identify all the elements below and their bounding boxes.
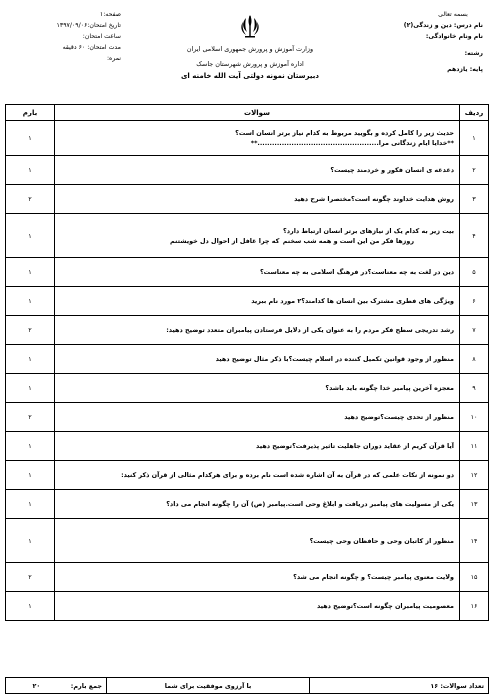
exam-date: تاریخ امتحان:۱۳۹۷/۰۹/۰۶ (56, 22, 121, 29)
total-score (6, 678, 107, 694)
question-row (6, 563, 489, 592)
col-header-questions: سوالات (55, 105, 460, 121)
grade-label: پایه: یازدهم (447, 66, 483, 73)
question-score: ۲ (6, 563, 55, 592)
table-header-row (6, 105, 489, 121)
question-score: ۱ (6, 214, 55, 258)
question-row (6, 592, 489, 621)
question-cell (55, 214, 460, 258)
question-text: روش هدایت خداوند چگونه است؟مختصرا شرح دهید (294, 195, 454, 203)
question-score: ۱ (6, 519, 55, 563)
question-cell (55, 461, 460, 490)
exam-footer (5, 677, 489, 694)
question-cell (55, 287, 460, 316)
question-score: ۲ (6, 316, 55, 345)
question-text: دو نمونه از نکات علمی که در قرآن به آن اشاره شده است نام برده و برای هرکدام مثالی از قرآن ذکر کنید: (121, 471, 454, 479)
question-text: یکی از مسولیت های پیامبر دریافت و ابلاغ وحی است.پیامبر (ص) آن را چگونه انجام می داد؟ (166, 500, 454, 508)
basmala: بسمه تعالی (438, 11, 468, 18)
exam-header (5, 5, 489, 102)
question-row (6, 345, 489, 374)
question-score: ۱ (6, 156, 55, 185)
question-text: رشد تدریجی سطح فکر مردم را به عنوان یکی از دلایل فرستادن پیامبران متعدد توضیح دهید: (166, 326, 454, 334)
exam-time: ساعت امتحان: (82, 33, 121, 40)
question-row (6, 185, 489, 214)
question-score: ۲ (6, 403, 55, 432)
question-row (6, 403, 489, 432)
questions-table (5, 104, 489, 621)
subject-label: نام درس: دین و زندگی(۲) (403, 22, 483, 29)
question-text: ولایت معنوی پیامبر چیست؟ و چگونه انجام می شد؟ (293, 573, 454, 581)
question-cell (55, 403, 460, 432)
question-row (6, 316, 489, 345)
question-row (6, 287, 489, 316)
question-text: معصومیت پیامبران چگونه است؟توضیح دهید (316, 602, 454, 610)
question-cell (55, 258, 460, 287)
question-score: ۱ (6, 374, 55, 403)
question-cell (55, 490, 460, 519)
col-header-num: ردیف (460, 105, 489, 121)
page-number: صفحه:۱ (99, 11, 121, 18)
question-number: ۱۲ (460, 461, 489, 490)
question-text: منظور از تحدی چیست؟توضیح دهید (344, 413, 454, 421)
question-number: ۸ (460, 345, 489, 374)
question-number: ۱۳ (460, 490, 489, 519)
question-number: ۷ (460, 316, 489, 345)
question-number: ۴ (460, 214, 489, 258)
good-luck-message: با آرزوی موفقیت برای شما (107, 678, 310, 694)
question-number: ۹ (460, 374, 489, 403)
question-row (6, 432, 489, 461)
question-fill-in: **خدایا ایام زندگانی مرا..................................................** (250, 139, 454, 147)
header-student-info (333, 9, 483, 75)
question-text: منظور از وجود قوانین تکمیل کننده در اسلام چیست؟با ذکر مثال توضیح دهید (215, 355, 454, 363)
question-cell (55, 185, 460, 214)
poem-hemistich: روزها فکر من این است و همه شب سخنم (282, 236, 414, 245)
department-name: اداره آموزش و پرورش شهرستان جاسک (196, 60, 304, 68)
question-cell (55, 519, 460, 563)
question-text: دغدغه ی انسان فکور و خردمند چیست؟ (330, 166, 454, 174)
field-label: رشته: (464, 50, 483, 57)
question-cell (55, 374, 460, 403)
question-number: ۳ (460, 185, 489, 214)
question-score: ۱ (6, 345, 55, 374)
question-text: آیا قرآن کریم از عقاید دوران جاهلیت تاثیر پذیرفت؟توضیح دهید (256, 442, 454, 450)
header-center (155, 13, 345, 82)
question-count: تعداد سوالات: ۱۶ (310, 678, 489, 694)
question-cell (55, 345, 460, 374)
question-row (6, 519, 489, 563)
question-number: ۵ (460, 258, 489, 287)
iran-emblem-icon (239, 13, 261, 39)
question-number: ۲ (460, 156, 489, 185)
question-cell (55, 121, 460, 156)
question-score: ۱ (6, 461, 55, 490)
question-cell (55, 563, 460, 592)
student-name-label: نام ونام خانوادگی: (425, 33, 483, 40)
score-label: نمره: (106, 55, 121, 62)
total-score-label: جمع بارم: (70, 681, 102, 690)
question-cell (55, 316, 460, 345)
question-text: بیت زیر به کدام یک از نیازهای برتر انسان ارتباط دارد؟ (283, 226, 454, 235)
total-score-value: ۲۰ (32, 681, 41, 690)
question-row (6, 214, 489, 258)
question-row (6, 258, 489, 287)
question-text: دین در لغت به چه معناست؟در فرهنگ اسلامی به چه معناست؟ (259, 268, 454, 276)
poem-hemistich: که چرا غافل از احوال دل خویشتنم (170, 236, 280, 245)
question-cell (55, 156, 460, 185)
question-row (6, 374, 489, 403)
ministry-name: وزارت آموزش و پرورش جمهوری اسلامی ایران (186, 45, 314, 53)
question-score: ۲ (6, 185, 55, 214)
question-score: ۱ (6, 121, 55, 156)
question-cell (55, 432, 460, 461)
question-row (6, 490, 489, 519)
question-number: ۱۵ (460, 563, 489, 592)
question-score: ۱ (6, 258, 55, 287)
question-cell (55, 592, 460, 621)
question-score: ۱ (6, 432, 55, 461)
question-text: معجزه آخرین پیامبر خدا چگونه باید باشد؟ (325, 384, 454, 392)
question-text: حدیث زیر را کامل کرده و بگویید مربوط به کدام نیاز برتر انسان است؟ (235, 129, 454, 137)
question-number: ۱۱ (460, 432, 489, 461)
question-number: ۱۰ (460, 403, 489, 432)
question-row (6, 121, 489, 156)
school-name: دبیرستان نمونه دولتی آیت الله خامنه ای (181, 72, 319, 80)
question-number: ۱ (460, 121, 489, 156)
question-number: ۱۴ (460, 519, 489, 563)
question-number: ۱۶ (460, 592, 489, 621)
question-score: ۱ (6, 592, 55, 621)
questions-body (6, 121, 489, 621)
exam-duration: مدت امتحان: ۶۰ دقیقه (62, 44, 121, 51)
question-row (6, 156, 489, 185)
question-score: ۱ (6, 287, 55, 316)
question-text: ویژگی های فطری مشترک بین انسان ها کدامند؟۲ مورد نام ببرید (251, 297, 454, 305)
col-header-score: بارم (6, 105, 55, 121)
question-score: ۱ (6, 490, 55, 519)
question-number: ۶ (460, 287, 489, 316)
question-text: منظور از کاتبان وحی و حافظان وحی چیست؟ (309, 536, 454, 545)
header-exam-info (11, 9, 121, 64)
question-row (6, 461, 489, 490)
poem-verse (60, 236, 454, 246)
